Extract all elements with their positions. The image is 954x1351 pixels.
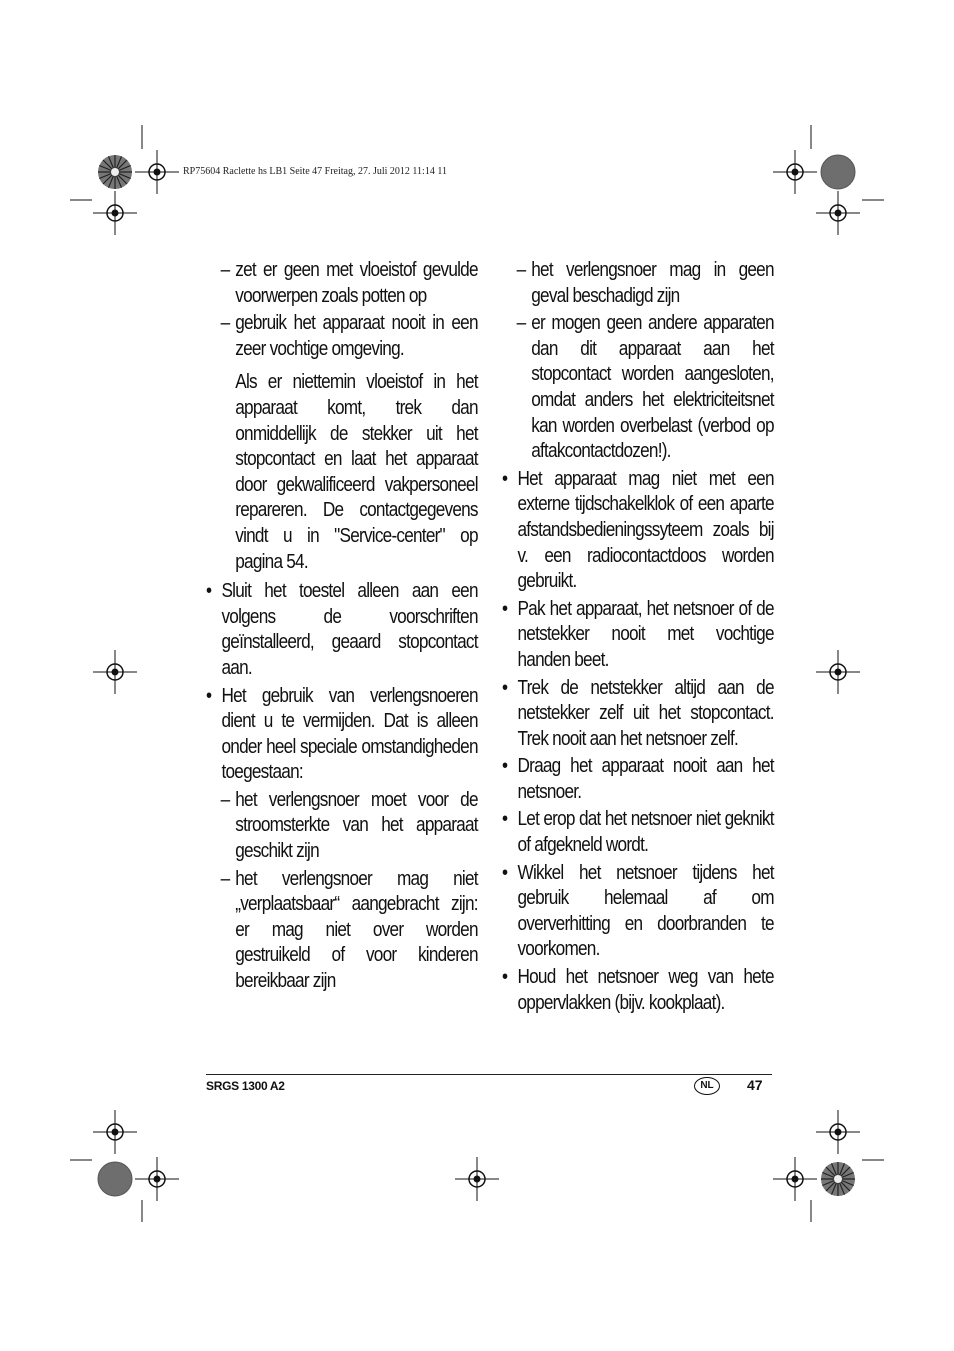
- item-text: Draag het apparaat nooit aan het netsnoer.: [517, 755, 774, 803]
- bullet-marker: •: [502, 808, 508, 831]
- bullet-marker: •: [502, 467, 508, 490]
- model-number: SRGS 1300 A2: [206, 1079, 285, 1093]
- list-item: [502, 258, 774, 309]
- list-item: [206, 867, 478, 995]
- list-item: [206, 258, 478, 309]
- item-text: Het gebruik van verlengsnoeren dient u te vermijden. Dat is alleen onder heel speciale omstandigheden toegestaan:: [221, 684, 478, 784]
- dash-marker: –: [220, 788, 230, 811]
- bullet-marker: •: [206, 580, 212, 603]
- list-item: [502, 676, 774, 753]
- item-text: het verlengsnoer moet voor de stroomsterkte van het apparaat geschikt zijn: [235, 788, 478, 863]
- dash-marker: –: [516, 312, 526, 335]
- bullet-marker: •: [206, 684, 212, 707]
- left-column-text: [206, 258, 478, 995]
- item-text: Sluit het toestel alleen aan een volgens de voorschriften geïnstalleerd, geaard stopcontact aan.: [221, 580, 478, 679]
- right-column-text: [502, 258, 774, 1016]
- list-item: [502, 965, 774, 1016]
- dash-marker: –: [220, 259, 230, 281]
- list-item: [206, 684, 478, 786]
- item-text: Wikkel het netsnoer tijdens het gebruik helemaal af om oververhitting en doorbranden te voorkomen.: [517, 861, 774, 961]
- list-item: [206, 788, 478, 865]
- list-item: [502, 807, 774, 858]
- bullet-marker: •: [502, 755, 508, 778]
- item-text: Let erop dat het netsnoer niet geknikt of afgekneld wordt.: [517, 808, 774, 857]
- list-item: [502, 467, 774, 595]
- list-item: [502, 311, 774, 465]
- list-item: [206, 311, 478, 362]
- dash-marker: –: [220, 867, 230, 890]
- bullet-marker: •: [502, 861, 508, 884]
- page-number: 47: [747, 1077, 763, 1093]
- item-text: zet er geen met vloeistof gevulde voorwerpen zoals potten op: [235, 259, 478, 307]
- list-item: [502, 754, 774, 805]
- list-item: [502, 597, 774, 674]
- item-text: het verlengsnoer mag niet „verplaatsbaar“ aangebracht zijn: er mag niet over worden gestruikeld of voor kinderen bereikbaar zijn: [235, 867, 478, 993]
- note-paragraph: Als er niettemin vloeistof in het apparaat komt, trek dan onmiddellijk de stekker uit het stopcontact en laat het apparaat door gekwalificeerd vakpersoneel repareren. De contactgegevens vindt u in "Service-center" op pagina 54.: [235, 371, 478, 573]
- bullet-marker: •: [502, 597, 508, 620]
- item-text: er mogen geen andere apparaten dan dit apparaat aan het stopcontact worden aangesloten, omdat anders het elektriciteitsnet kan worden overbelast (verbod op aftakcontactdozen!).: [531, 312, 774, 463]
- right-column: [502, 258, 774, 1018]
- item-text: het verlengsnoer mag in geen geval beschadigd zijn: [531, 259, 774, 307]
- list-item: [502, 861, 774, 963]
- dash-marker: –: [516, 259, 526, 281]
- print-info-line: RP75604 Raclette hs LB1 Seite 47 Freitag, 27. Juli 2012 11:14 11: [183, 166, 447, 177]
- item-text: Trek de netstekker altijd aan de netstekker zelf uit het stopcontact. Trek nooit aan het netsnoer zelf.: [517, 676, 774, 750]
- item-text: Houd het netsnoer weg van hete oppervlakken (bijv. kookplaat).: [517, 966, 774, 1014]
- bullet-marker: •: [502, 966, 508, 989]
- bullet-marker: •: [502, 676, 508, 699]
- left-column: [206, 258, 478, 997]
- language-badge: NL: [694, 1077, 720, 1095]
- dash-marker: –: [220, 312, 230, 335]
- list-item: [206, 579, 478, 681]
- footer-rule: [206, 1074, 772, 1075]
- item-text: Het apparaat mag niet met een externe tijdschakelklok of een aparte afstandsbedieningssyteem zoals bij v. een radiocontactdoos worden gebruikt.: [517, 467, 774, 593]
- item-text: Pak het apparaat, het netsnoer of de netstekker nooit met vochtige handen beet.: [517, 597, 774, 671]
- item-text: gebruik het apparaat nooit in een zeer vochtige omgeving.: [235, 312, 478, 360]
